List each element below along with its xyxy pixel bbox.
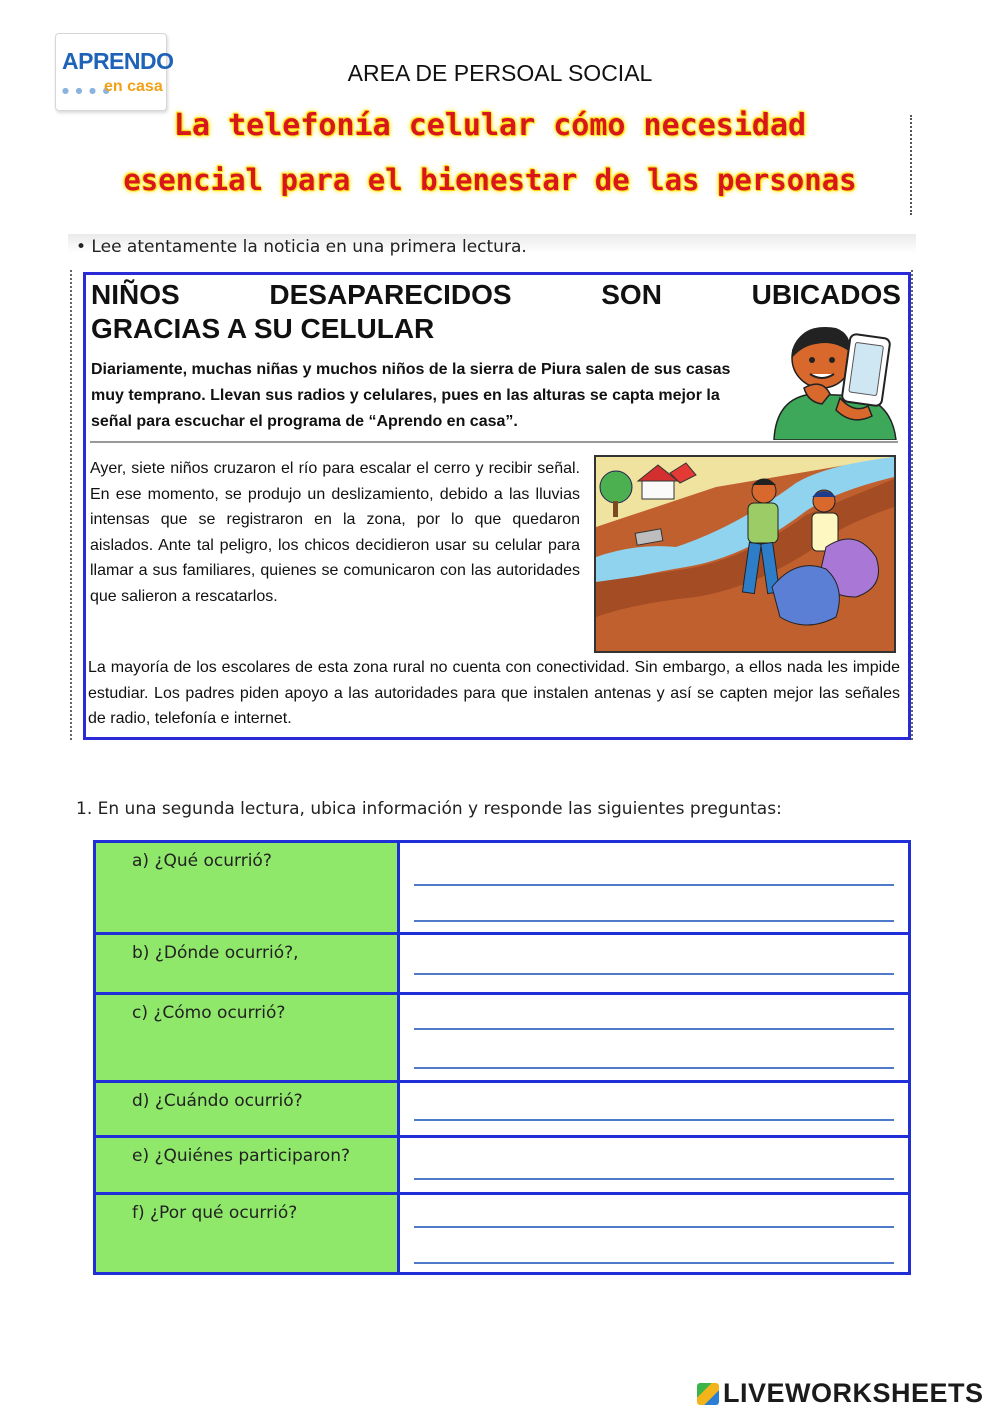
answer-cell-f[interactable] bbox=[399, 1194, 910, 1274]
area-title: AREA DE PERSOAL SOCIAL bbox=[347, 60, 653, 86]
logo-dots-icon: ● ● ● ● bbox=[62, 86, 112, 95]
answer-line[interactable] bbox=[414, 1067, 894, 1069]
answer-cell-e[interactable] bbox=[399, 1137, 910, 1194]
landslide-scene-illustration bbox=[594, 455, 896, 653]
table-row bbox=[95, 934, 910, 994]
logo-top-text: APRENDO bbox=[62, 48, 174, 74]
scene-drawing bbox=[596, 457, 894, 651]
answer-line[interactable] bbox=[414, 1226, 894, 1228]
question-cell bbox=[95, 994, 399, 1082]
answer-cell-a[interactable] bbox=[399, 842, 910, 934]
question-label: f) ¿Por qué ocurrió? bbox=[132, 1203, 298, 1223]
table-row bbox=[95, 842, 910, 934]
dotted-border-right bbox=[911, 270, 915, 740]
dotted-border-left bbox=[70, 270, 74, 740]
answer-line[interactable] bbox=[414, 1028, 894, 1030]
answer-line[interactable] bbox=[414, 1262, 894, 1264]
table-row bbox=[95, 994, 910, 1082]
headline-word: SON bbox=[601, 279, 662, 310]
question-cell bbox=[95, 934, 399, 994]
question-label: e) ¿Quiénes participaron? bbox=[132, 1146, 351, 1166]
table-row bbox=[95, 1137, 910, 1194]
divider bbox=[90, 441, 898, 443]
question-cell bbox=[95, 842, 399, 934]
news-lead: Diariamente, muchas niñas y muchos niños de la sierra de Piura salen de sus casas muy temprano. Llevan sus radios y celulares, pues en las alturas se capta mejor la señal para escuchar el programa de “Aprendo en casa”. bbox=[91, 361, 731, 430]
question-label: b) ¿Dónde ocurrió?, bbox=[132, 943, 299, 963]
liveworksheets-icon bbox=[697, 1383, 719, 1405]
answer-line[interactable] bbox=[414, 920, 894, 922]
answer-line[interactable] bbox=[414, 1119, 894, 1121]
answer-line[interactable] bbox=[414, 884, 894, 886]
reading-instruction: • Lee atentamente la noticia en una primera lectura. bbox=[76, 237, 527, 257]
headline-word: NIÑOS bbox=[91, 279, 180, 310]
answer-line[interactable] bbox=[414, 1178, 894, 1180]
question-label: c) ¿Cómo ocurrió? bbox=[132, 1003, 286, 1023]
watermark-text: LIVEWORKSHEETS bbox=[723, 1378, 984, 1408]
questions-table bbox=[93, 840, 911, 1275]
answer-line[interactable] bbox=[414, 973, 894, 975]
questions-instruction: 1. En una segunda lectura, ubica información y responde las siguientes preguntas: bbox=[76, 799, 782, 819]
answer-cell-d[interactable] bbox=[399, 1082, 910, 1137]
aprendo-en-casa-logo bbox=[55, 33, 174, 111]
table-row bbox=[95, 1194, 910, 1274]
headline-word: UBICADOS bbox=[751, 279, 901, 310]
logo-bottom-text: en casa bbox=[104, 78, 163, 95]
question-cell bbox=[95, 1082, 399, 1137]
dotted-border bbox=[910, 115, 918, 215]
question-cell bbox=[95, 1194, 399, 1274]
liveworksheets-watermark bbox=[697, 1378, 984, 1409]
news-paragraph-1: Ayer, siete niños cruzaron el río para escalar el cerro y recibir señal. En ese momento, se produjo un deslizamiento, debido a las lluvias intensas que se registraron en la zona, por lo que quedaron aislados. Ante tal peligro, los chicos decidieron usar su celular para llamar a sus familiares, quienes se comunicaron con las autoridades que salieron a rescatarlos. bbox=[90, 460, 580, 605]
question-label: d) ¿Cuándo ocurrió? bbox=[132, 1091, 303, 1111]
child-phone-illustration bbox=[764, 318, 904, 440]
question-label: a) ¿Qué ocurrió? bbox=[132, 851, 272, 871]
table-row bbox=[95, 1082, 910, 1137]
banner-title-line1: La telefonía celular cómo necesidad bbox=[173, 108, 807, 143]
headline-line2: GRACIAS A SU CELULAR bbox=[91, 313, 435, 344]
answer-cell-c[interactable] bbox=[399, 994, 910, 1082]
answer-cell-b[interactable] bbox=[399, 934, 910, 994]
news-paragraph-2: La mayoría de los escolares de esta zona rural no cuenta con conectividad. Sin embargo, a ellos nada les impide estudiar. Los padres piden apoyo a las autoridades para que instalen antenas y así se capten mejor las señales de radio, telefonía e internet. bbox=[88, 659, 900, 727]
question-cell bbox=[95, 1137, 399, 1194]
banner-title-line2: esencial para el bienestar de las personas bbox=[123, 163, 857, 197]
headline-word: DESAPARECIDOS bbox=[269, 279, 512, 310]
